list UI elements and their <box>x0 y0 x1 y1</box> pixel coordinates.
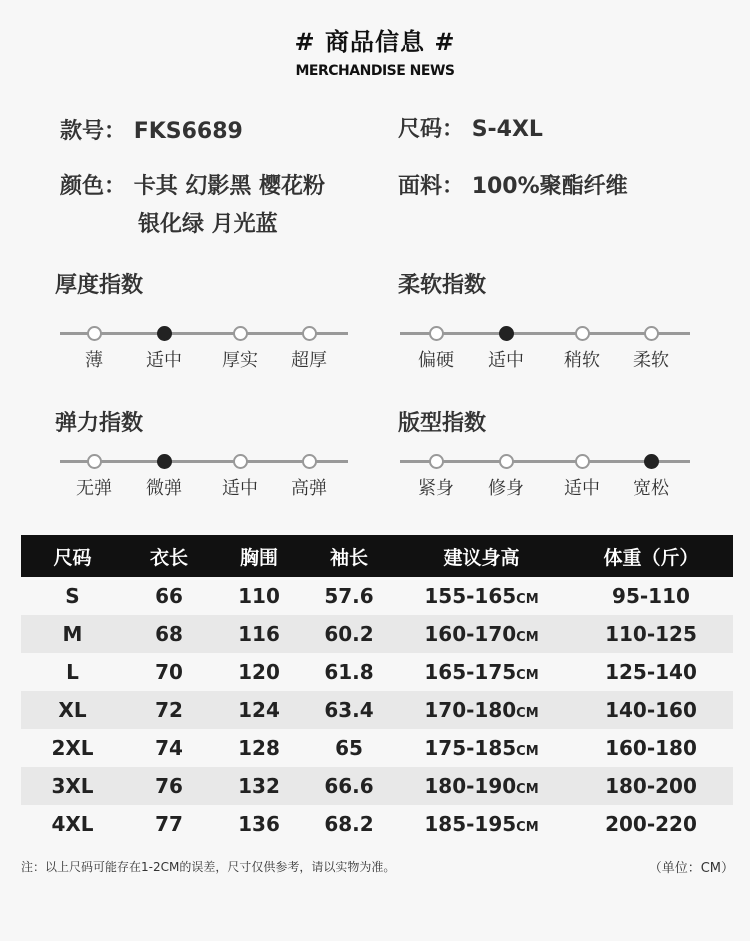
table-cell: L <box>21 653 124 691</box>
thickness-index-title: 厚度指数 <box>55 273 144 298</box>
thickness-level-dot <box>302 326 317 341</box>
column-header: 衣长 <box>124 535 214 577</box>
column-header: 建议身高 <box>394 535 569 577</box>
table-cell: 72 <box>124 691 214 729</box>
elasticity-index-title: 弹力指数 <box>55 411 144 436</box>
fit-level-label: 适中 <box>564 478 600 499</box>
fabric <box>398 169 628 200</box>
table-row <box>21 615 733 653</box>
height-unit: CM <box>516 782 539 797</box>
table-cell: 68 <box>124 615 214 653</box>
table-cell: XL <box>21 691 124 729</box>
thickness-level-dot <box>157 326 172 341</box>
thickness-index-scale <box>60 326 348 386</box>
fit-index-title: 版型指数 <box>398 411 487 436</box>
thickness-level-dot <box>87 326 102 341</box>
table-row <box>21 729 733 767</box>
softness-level-dot <box>429 326 444 341</box>
style-number-label: 款号： <box>60 119 127 144</box>
table-cell: 4XL <box>21 805 124 843</box>
colors <box>60 169 325 200</box>
size-chart-table <box>21 535 733 843</box>
elasticity-level-label: 无弹 <box>76 478 112 499</box>
fit-level-dot <box>499 454 514 469</box>
table-cell: 110-125 <box>569 615 733 653</box>
table-cell: 57.6 <box>304 577 394 615</box>
table-cell: 175-185CM <box>394 729 569 767</box>
table-cell: 66.6 <box>304 767 394 805</box>
fit-level-dot <box>575 454 590 469</box>
thickness-level-label: 超厚 <box>291 350 327 371</box>
softness-index-scale <box>400 326 690 386</box>
fit-level-dot <box>429 454 444 469</box>
table-cell: 68.2 <box>304 805 394 843</box>
thickness-level-dot <box>233 326 248 341</box>
table-cell: 180-190CM <box>394 767 569 805</box>
softness-level-dot <box>499 326 514 341</box>
table-cell: 61.8 <box>304 653 394 691</box>
table-cell: 65 <box>304 729 394 767</box>
softness-level-label: 稍软 <box>564 350 600 371</box>
table-cell: 2XL <box>21 729 124 767</box>
thickness-level-label: 适中 <box>146 350 182 371</box>
table-cell: 63.4 <box>304 691 394 729</box>
table-row <box>21 577 733 615</box>
table-cell: 125-140 <box>569 653 733 691</box>
table-cell: 185-195CM <box>394 805 569 843</box>
page-subtitle: MERCHANDISE NEWS <box>295 63 455 79</box>
elasticity-level-label: 高弹 <box>291 478 327 499</box>
table-cell: 77 <box>124 805 214 843</box>
elasticity-level-dot <box>302 454 317 469</box>
table-row <box>21 767 733 805</box>
table-cell: 95-110 <box>569 577 733 615</box>
size-range-value: S-4XL <box>471 117 543 142</box>
table-row <box>21 805 733 843</box>
unit-note: （单位：CM） <box>648 861 734 876</box>
style-number <box>60 114 243 145</box>
fit-level-dot <box>644 454 659 469</box>
elasticity-index-scale <box>60 454 348 514</box>
table-cell: 110 <box>214 577 304 615</box>
column-header: 体重（斤） <box>569 535 733 577</box>
table-cell: 160-170CM <box>394 615 569 653</box>
table-header-row <box>21 535 733 577</box>
table-cell: 200-220 <box>569 805 733 843</box>
column-header: 胸围 <box>214 535 304 577</box>
table-cell: 128 <box>214 729 304 767</box>
height-unit: CM <box>516 668 539 683</box>
height-unit: CM <box>516 706 539 721</box>
height-unit: CM <box>516 820 539 835</box>
softness-level-label: 柔软 <box>633 350 669 371</box>
table-cell: 70 <box>124 653 214 691</box>
page-title: # 商品信息 # <box>294 28 456 56</box>
elasticity-level-label: 适中 <box>222 478 258 499</box>
size-range <box>398 112 543 143</box>
softness-level-dot <box>644 326 659 341</box>
column-header: 尺码 <box>21 535 124 577</box>
table-cell: 160-180 <box>569 729 733 767</box>
thickness-level-label: 厚实 <box>222 350 258 371</box>
colors-value-line1: 卡其 幻影黑 樱花粉 <box>133 174 326 199</box>
fit-index-scale <box>400 454 690 514</box>
height-unit: CM <box>516 630 539 645</box>
height-unit: CM <box>516 592 539 607</box>
table-cell: 155-165CM <box>394 577 569 615</box>
elasticity-level-label: 微弹 <box>146 478 182 499</box>
table-cell: 136 <box>214 805 304 843</box>
table-cell: 66 <box>124 577 214 615</box>
table-cell: M <box>21 615 124 653</box>
table-cell: 165-175CM <box>394 653 569 691</box>
table-cell: 124 <box>214 691 304 729</box>
table-cell: 74 <box>124 729 214 767</box>
softness-level-label: 偏硬 <box>418 350 454 371</box>
colors-value-line2: 银化绿 月光蓝 <box>138 212 278 237</box>
table-cell: 3XL <box>21 767 124 805</box>
style-number-value: FKS6689 <box>133 119 243 144</box>
table-cell: S <box>21 577 124 615</box>
height-unit: CM <box>516 744 539 759</box>
table-cell: 116 <box>214 615 304 653</box>
softness-level-dot <box>575 326 590 341</box>
fit-level-label: 宽松 <box>633 478 669 499</box>
softness-index-title: 柔软指数 <box>398 273 487 298</box>
fit-level-label: 紧身 <box>418 478 454 499</box>
elasticity-level-dot <box>87 454 102 469</box>
table-cell: 170-180CM <box>394 691 569 729</box>
table-cell: 180-200 <box>569 767 733 805</box>
table-cell: 140-160 <box>569 691 733 729</box>
table-cell: 120 <box>214 653 304 691</box>
header <box>0 22 750 79</box>
elasticity-level-dot <box>233 454 248 469</box>
fabric-value: 100%聚酯纤维 <box>471 174 628 199</box>
table-cell: 76 <box>124 767 214 805</box>
elasticity-level-dot <box>157 454 172 469</box>
thickness-level-label: 薄 <box>85 350 103 371</box>
fabric-label: 面料： <box>398 174 465 199</box>
measurement-note: 注：以上尺码可能存在1-2CM的误差，尺寸仅供参考，请以实物为准。 <box>21 860 396 874</box>
table-cell: 132 <box>214 767 304 805</box>
softness-level-label: 适中 <box>488 350 524 371</box>
size-range-label: 尺码： <box>398 117 465 142</box>
column-header: 袖长 <box>304 535 394 577</box>
table-row <box>21 653 733 691</box>
fit-level-label: 修身 <box>488 478 524 499</box>
colors-label: 颜色： <box>60 174 127 199</box>
table-row <box>21 691 733 729</box>
table-cell: 60.2 <box>304 615 394 653</box>
